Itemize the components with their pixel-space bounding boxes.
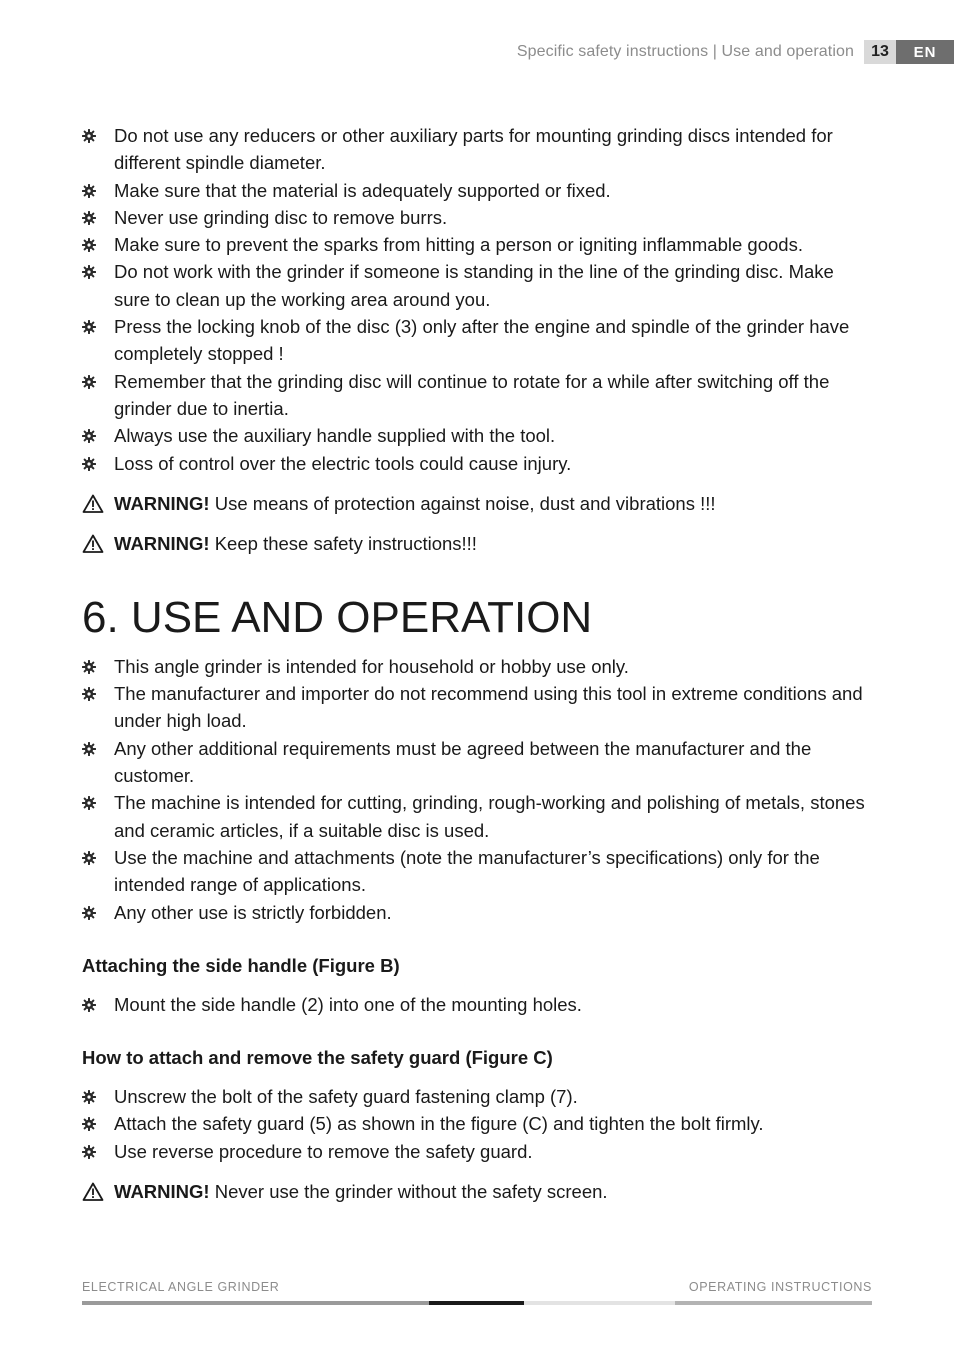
section-title: 6. USE AND OPERATION xyxy=(82,592,593,642)
warning-text: Never use the grinder without the safety screen. xyxy=(209,1181,608,1203)
warning-triangle-icon xyxy=(82,534,104,553)
list-item: Use reverse procedure to remove the safety guard. xyxy=(82,1138,872,1165)
gear-bullet-icon xyxy=(82,851,96,865)
gear-bullet-icon xyxy=(82,184,96,198)
list-item: Mount the side handle (2) into one of the mounting holes. xyxy=(82,991,872,1018)
warning-label: WARNING! xyxy=(114,1181,210,1203)
subheading-side-handle: Attaching the side handle (Figure B) xyxy=(82,954,400,976)
gear-bullet-icon xyxy=(82,211,96,225)
list-item: Remember that the grinding disc will continue to rotate for a while after switching off the grinder due to inertia. xyxy=(82,368,872,423)
warning-triangle-icon xyxy=(82,494,104,513)
warning-text: Keep these safety instructions!!! xyxy=(209,532,477,554)
gear-bullet-icon xyxy=(82,320,96,334)
warning-noise-dust xyxy=(82,490,872,517)
gear-bullet-icon xyxy=(82,429,96,443)
gear-bullet-icon xyxy=(82,660,96,674)
list-item: This angle grinder is intended for household or hobby use only. xyxy=(82,653,872,680)
warning-keep-instructions xyxy=(82,530,872,557)
gear-bullet-icon xyxy=(82,265,96,279)
warning-label: WARNING! xyxy=(114,532,210,554)
list-item: Any other additional requirements must be agreed between the manufacturer and the customer. xyxy=(82,735,872,790)
list-item: Loss of control over the electric tools could cause injury. xyxy=(82,450,872,477)
gear-bullet-icon xyxy=(82,375,96,389)
use-operation-list xyxy=(82,653,872,926)
list-item: Do not work with the grinder if someone is standing in the line of the grinding disc. Make sure to clean up the working area around you. xyxy=(82,258,872,313)
gear-bullet-icon xyxy=(82,687,96,701)
subheading-safety-guard: How to attach and remove the safety guard (Figure C) xyxy=(82,1047,553,1069)
gear-bullet-icon xyxy=(82,129,96,143)
page-number: 13 xyxy=(864,40,896,64)
header-title: Specific safety instructions | Use and operation xyxy=(516,43,854,60)
gear-bullet-icon xyxy=(82,796,96,810)
footer-doc-type: OPERATING INSTRUCTIONS xyxy=(688,1280,872,1294)
side-handle-list xyxy=(82,991,872,1018)
page-content xyxy=(82,122,872,1205)
footer-bar-segment xyxy=(524,1301,675,1305)
warning-safety-screen xyxy=(82,1178,872,1205)
gear-bullet-icon xyxy=(82,742,96,756)
gear-bullet-icon xyxy=(82,1145,96,1159)
list-item: The manufacturer and importer do not recommend using this tool in extreme conditions and under high load. xyxy=(82,680,872,735)
gear-bullet-icon xyxy=(82,457,96,471)
list-item: Make sure that the material is adequately supported or fixed. xyxy=(82,177,872,204)
gear-bullet-icon xyxy=(82,238,96,252)
footer-divider-bar xyxy=(82,1301,872,1305)
gear-bullet-icon xyxy=(82,906,96,920)
warning-triangle-icon xyxy=(82,1182,104,1201)
footer-bar-segment xyxy=(675,1301,872,1305)
footer-product-name: ELECTRICAL ANGLE GRINDER xyxy=(82,1280,280,1294)
list-item: Attach the safety guard (5) as shown in the figure (C) and tighten the bolt firmly. xyxy=(82,1110,872,1137)
list-item: Always use the auxiliary handle supplied with the tool. xyxy=(82,422,872,449)
gear-bullet-icon xyxy=(82,1117,96,1131)
list-item: Never use grinding disc to remove burrs. xyxy=(82,204,872,231)
list-item: Any other use is strictly forbidden. xyxy=(82,899,872,926)
footer-bar-segment xyxy=(82,1301,429,1305)
list-item: Do not use any reducers or other auxiliary parts for mounting grinding discs intended for different spindle diameter. xyxy=(82,122,872,177)
language-badge: EN xyxy=(896,40,954,64)
list-item: The machine is intended for cutting, grinding, rough-working and polishing of metals, stones and ceramic articles, if a suitable disc is used. xyxy=(82,789,872,844)
warning-text: Use means of protection against noise, dust and vibrations !!! xyxy=(209,492,716,514)
list-item: Make sure to prevent the sparks from hitting a person or igniting inflammable goods. xyxy=(82,231,872,258)
page-header xyxy=(517,40,954,64)
list-item: Unscrew the bolt of the safety guard fastening clamp (7). xyxy=(82,1083,872,1110)
list-item: Press the locking knob of the disc (3) only after the engine and spindle of the grinder have completely stopped ! xyxy=(82,313,872,368)
warning-label: WARNING! xyxy=(114,492,210,514)
gear-bullet-icon xyxy=(82,1090,96,1104)
safety-guard-list xyxy=(82,1083,872,1165)
safety-instructions-list xyxy=(82,122,872,477)
list-item: Use the machine and attachments (note the manufacturer’s specifications) only for the intended range of applications. xyxy=(82,844,872,899)
gear-bullet-icon xyxy=(82,998,96,1012)
footer-bar-segment xyxy=(429,1301,524,1305)
